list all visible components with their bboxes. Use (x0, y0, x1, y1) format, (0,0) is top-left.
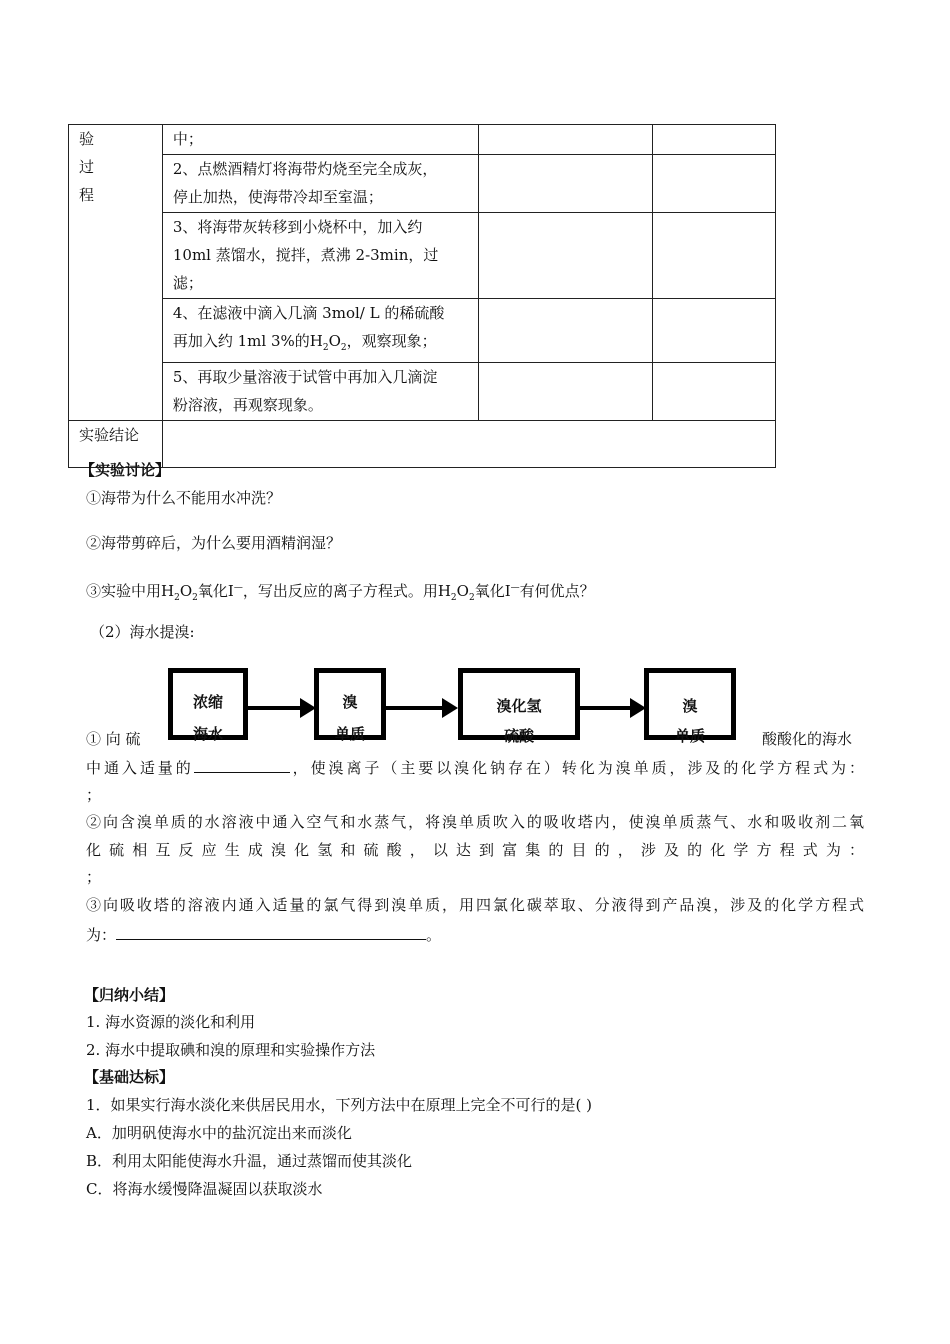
step-2-line-2: 停止加热，使海带冷却至室温； (172, 188, 383, 206)
note-cell-5[interactable] (653, 363, 776, 421)
conclusion-cell[interactable] (162, 421, 775, 468)
process-label-cell (69, 125, 163, 421)
discussion-q2: ②海带剪碎后，为什么要用酒精润湿？ (86, 534, 342, 552)
observation-cell-1[interactable] (479, 125, 653, 155)
flow-arrow-right-icon (248, 706, 302, 710)
discussion-heading: 【实验讨论】 (80, 461, 171, 479)
step2-line-1: ②向含溴单质的水溶液中通入空气和水蒸气，将溴单质吹入的吸收塔内，使溴单质蒸气、水和吸收剂二氧 (86, 813, 864, 831)
answer-blank[interactable] (194, 757, 290, 773)
step-3-line-2: 10ml 蒸馏水，搅拌，煮沸 2-3min，过 (172, 246, 439, 264)
step-5-line-2: 粉溶液，再观察现象。 (172, 396, 323, 414)
note-cell-2[interactable] (653, 155, 776, 213)
basics-question-1: 1．如果实行海水淡化来供居民用水，下列方法中在原理上完全不可行的是( ) (86, 1096, 593, 1114)
note-cell-1[interactable] (653, 125, 776, 155)
process-label-c: 程 (79, 186, 95, 204)
summary-item-1: 1. 海水资源的淡化和利用 (86, 1013, 256, 1031)
step-cell-1 (162, 125, 479, 155)
flow-arrow-right-icon (386, 706, 444, 710)
experiment-table (68, 124, 776, 468)
step1-semicolon: ； (86, 786, 102, 804)
step-cell-4 (162, 299, 479, 363)
summary-item-2: 2. 海水中提取碘和溴的原理和实验操作方法 (86, 1041, 376, 1059)
step-1-text: 中； (172, 130, 203, 148)
flow-arrow-right-icon (580, 706, 632, 710)
step-2-line-1: 2、点燃酒精灯将海带灼烧至完全成灰， (172, 160, 438, 178)
step2-semicolon: ； (86, 868, 102, 886)
step-4-line-2: 再加入约 1ml 3%的$H_2O_2$，观察现象； (172, 332, 437, 353)
step2-line-2: 化硫相互反应生成溴化氢和硫酸，以达到富集的目的，涉及的化学方程式为： (86, 841, 864, 859)
step-4-line-1: 4、在滤液中滴入几滴 3mol/ L 的稀硫酸 (172, 304, 445, 322)
process-label-b: 过 (79, 158, 95, 176)
step-cell-2 (162, 155, 479, 213)
flow-box-bromine-2: 溴 单质 (644, 668, 736, 740)
flow-box-hbr-sulfuric-acid: 溴化氢 硫酸 (458, 668, 580, 740)
observation-cell-4[interactable] (479, 299, 653, 363)
step-3-line-3: 滤； (172, 274, 203, 292)
process-label-a: 验 (79, 130, 95, 148)
discussion-q3: ③实验中用$H_2O_2$氧化I—，写出反应的离子方程式。用$H_2O_2$氧化I—有何优点？ (86, 582, 595, 603)
basics-heading: 【基础达标】 (84, 1068, 175, 1086)
step-cell-3 (162, 213, 479, 299)
discussion-q1: ①海带为什么不能用水冲洗？ (86, 489, 282, 507)
option-c: C．将海水缓慢降温凝固以获取淡水 (86, 1180, 323, 1198)
conclusion-label: 实验结论 (69, 421, 163, 468)
observation-cell-2[interactable] (479, 155, 653, 213)
option-b: B．利用太阳能使海水升温，通过蒸馏而使其淡化 (86, 1152, 413, 1170)
step3-line-1: ③向吸收塔的溶液内通入适量的氯气得到溴单质，用四氯化碳萃取、分液得到产品溴，涉及的化学方程式 (86, 896, 864, 914)
bromine-heading: （2）海水提溴: (90, 623, 195, 641)
flow-box-bromine-1: 溴 单质 (314, 668, 386, 740)
step-3-line-1: 3、将海带灰转移到小烧杯中，加入约 (172, 218, 423, 236)
step1-start: ① 向 硫 (86, 730, 141, 748)
step1-line-2: 中通入适量的 ，使溴离子（主要以溴化钠存在）转化为溴单质，涉及的化学方程式为： (86, 759, 864, 777)
note-cell-4[interactable] (653, 299, 776, 363)
option-a: A．加明矾使海水中的盐沉淀出来而淡化 (86, 1124, 352, 1142)
flow-box-concentrated-seawater: 浓缩 海水 (168, 668, 248, 740)
step-5-line-1: 5、再取少量溶液于试管中再加入几滴淀 (172, 368, 438, 386)
observation-cell-5[interactable] (479, 363, 653, 421)
step3-line-2: 为： 。 (86, 926, 442, 944)
note-cell-3[interactable] (653, 213, 776, 299)
observation-cell-3[interactable] (479, 213, 653, 299)
step1-end: 酸酸化的海水 (762, 730, 853, 748)
answer-blank[interactable] (116, 924, 426, 940)
summary-heading: 【归纳小结】 (84, 986, 175, 1004)
step-cell-5 (162, 363, 479, 421)
